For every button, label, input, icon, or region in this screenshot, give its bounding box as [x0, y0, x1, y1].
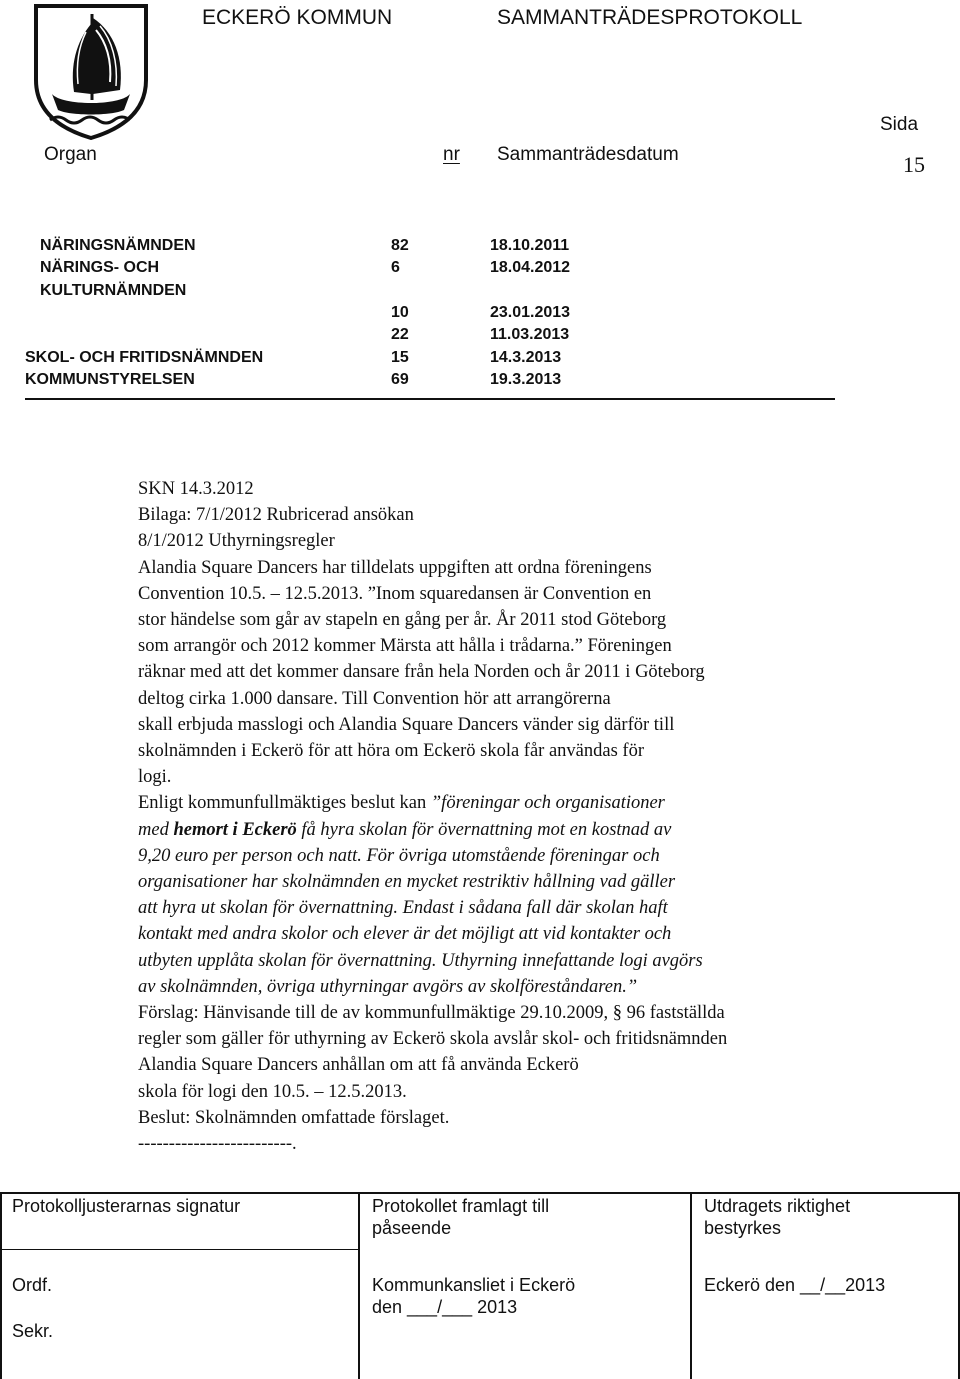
document-type: SAMMANTRÄDESPROTOKOLL — [497, 6, 803, 29]
meeting-nr: 10 — [391, 304, 409, 321]
closing-dashes: -------------------------. — [138, 1134, 297, 1155]
body-line: skall erbjuda masslogi och Alandia Square Dancers vänder sig därför till — [138, 714, 675, 735]
proposal-line: skola för logi den 10.5. – 12.5.2013. — [138, 1081, 407, 1102]
body-line: deltog cirka 1.000 dansare. Till Convention hör att arrangörerna — [138, 688, 611, 709]
body-line: som arrangör och 2012 kommer Märsta att hålla i trådarna.” Föreningen — [138, 636, 672, 657]
body-line: utbyten upplåta skolan för övernattning. Uthyrning innefattande logi avgörs — [138, 950, 703, 971]
meeting-date: 14.3.2013 — [490, 349, 562, 366]
table-rule — [25, 398, 835, 400]
meeting-nr: 82 — [391, 237, 409, 254]
extract-label: bestyrkes — [704, 1218, 782, 1238]
body-line: Convention 10.5. – 12.5.2013. ”Inom squaredansen är Convention en — [138, 583, 652, 604]
body-line: att hyra ut skolan för övernattning. Endast i sådana fall där skolan haft — [138, 898, 668, 919]
attachment-line: Bilaga: 7/1/2012 Rubricerad ansökan — [138, 505, 414, 526]
body-line: stor händelse som går av stapeln en gång per år. År 2011 stod Göteborg — [138, 610, 667, 631]
signatures-label: Protokolljusterarnas signatur — [12, 1196, 241, 1216]
body-line: räknar med att det kommer dansare från hela Norden och år 2011 i Göteborg — [138, 662, 705, 683]
meeting-date: 11.03.2013 — [490, 326, 570, 343]
meeting-organ: NÄRINGSNÄMNDEN — [40, 237, 196, 254]
meeting-organ: KOMMUNSTYRELSEN — [25, 371, 195, 388]
chair-signature-label: Ordf. — [12, 1275, 53, 1295]
reference-line: SKN 14.3.2012 — [138, 479, 254, 499]
meeting-organ: SKOL- OCH FRITIDSNÄMNDEN — [25, 349, 264, 366]
footer-divider — [690, 1192, 692, 1379]
page-number: 15 — [903, 152, 925, 177]
protocol-body — [138, 476, 878, 1157]
meeting-date-label: Sammanträdesdatum — [497, 144, 679, 165]
meeting-organ: KULTURNÄMNDEN — [40, 282, 187, 299]
municipality-name: ECKERÖ KOMMUN — [202, 6, 393, 29]
meeting-date: 19.3.2013 — [490, 371, 562, 388]
organ-label: Organ — [44, 144, 97, 165]
proposal-line: Alandia Square Dancers anhållan om att få använda Eckerö — [138, 1055, 579, 1076]
meeting-nr: 69 — [391, 371, 409, 388]
meeting-date: 18.10.2011 — [490, 237, 570, 254]
body-line: Alandia Square Dancers har tilldelats uppgiften att ordna föreningens — [138, 557, 652, 578]
decision-line: Beslut: Skolnämnden omfattade förslaget. — [138, 1107, 450, 1128]
secretary-signature-label: Sekr. — [12, 1321, 54, 1341]
body-line: av skolnämnden, övriga uthyrningar avgörs av skolföreståndaren.” — [138, 976, 638, 997]
office-name: Kommunkansliet i Eckerö — [372, 1275, 576, 1295]
posted-label: påseende — [372, 1218, 452, 1238]
footer-top-rule — [0, 1192, 960, 1194]
proposal-line: regler som gäller för uthyrning av Eckerö skola avslår skol- och fritidsnämnden — [138, 1029, 728, 1050]
body-line: logi. — [138, 767, 172, 788]
body-line: Enligt kommunfullmäktiges beslut kan ”föreningar och organisationer — [138, 793, 665, 814]
footer-rule — [0, 1249, 358, 1250]
meeting-nr: 15 — [391, 349, 409, 366]
extract-date: Eckerö den __/__2013 — [704, 1275, 886, 1295]
meeting-organ: NÄRINGS- OCH — [40, 259, 160, 276]
page-label: Sida — [880, 114, 919, 135]
signature-footer — [0, 1192, 960, 1379]
proposal-line: Förslag: Hänvisande till de av kommunfullmäktige 29.10.2009, § 96 fastställda — [138, 1003, 725, 1024]
municipality-crest — [32, 2, 150, 140]
meeting-nr: 22 — [391, 326, 409, 343]
footer-divider — [0, 1192, 2, 1379]
nr-label: nr — [443, 144, 460, 165]
meeting-nr: 6 — [391, 259, 400, 276]
body-line: 9,20 euro per person och natt. För övriga utomstående föreningar och — [138, 845, 660, 866]
footer-divider — [358, 1192, 360, 1379]
body-line: organisationer har skolnämnden en mycket restriktiv hållning vad gäller — [138, 872, 676, 893]
body-line: med hemort i Eckerö få hyra skolan för övernattning mot en kostnad av — [138, 819, 672, 840]
posted-date: den ___/___ 2013 — [372, 1297, 518, 1317]
meeting-date: 18.04.2012 — [490, 259, 571, 276]
posted-label: Protokollet framlagt till — [372, 1196, 550, 1216]
extract-label: Utdragets riktighet — [704, 1196, 851, 1216]
meeting-date: 23.01.2013 — [490, 304, 571, 321]
body-line: kontakt med andra skolor och elever är det möjligt att vid kontakter och — [138, 924, 672, 945]
attachment-line: 8/1/2012 Uthyrningsregler — [138, 531, 335, 552]
body-line: skolnämnden i Eckerö för att höra om Eckerö skola får användas för — [138, 741, 644, 762]
